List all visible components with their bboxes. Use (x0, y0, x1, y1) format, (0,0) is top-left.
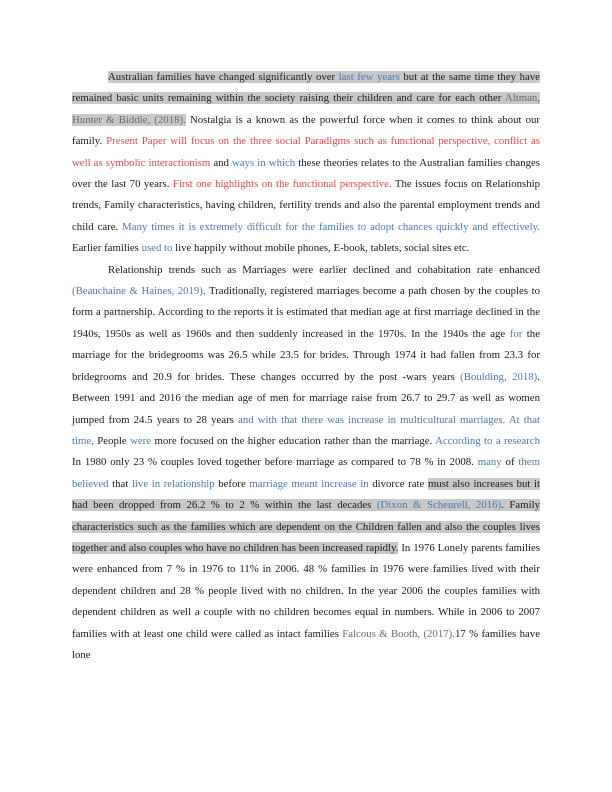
text-segment: must also increases but it had been dropped from 26.2 % to 2 % within the last decades (72, 477, 540, 512)
text-segment: that (108, 477, 132, 490)
text-segment: In 1976 Lonely parents families were enhanced from 7 % in 1976 to 11% in 2006. 48 % families in 1976 were families lived with their dependent children and 28 % people lived with no children. In the year 2006 the couples families with dependent children as well a couple with no children becomes equal in numbers. While in 2006 to 2007 families with at least one child were called as intact families (72, 541, 541, 640)
text-segment: Many times it is extremely difficult for the families to adopt chances quickly and effectively. (122, 220, 540, 233)
text-segment: ways in which (232, 156, 296, 169)
text-segment: 17 % families have lone (72, 627, 540, 661)
text-segment: and (210, 156, 232, 169)
text-segment: live in relationship (131, 477, 215, 490)
text-segment: and with that there was increase in multicultural marriages. At that time, (72, 413, 540, 447)
paragraph-2 (72, 260, 540, 667)
text-segment: of (501, 456, 519, 469)
text-segment: Nostalgia is a known as the powerful force when it comes to think about our family. (72, 113, 541, 148)
text-segment: Present Paper will focus on the three social Paradigms such as functional perspective, conflict as well as symbolic interactionism (72, 135, 540, 169)
text-segment: more focused on the higher education rather than the marriage. (151, 434, 436, 447)
text-segment: (Dixon & Scheurell, 2016) (376, 499, 502, 512)
paragraph-1 (72, 67, 540, 260)
text-segment: used to (141, 242, 173, 255)
text-segment: live happily without mobile phones, E-book, tablets, social sites etc. (172, 242, 470, 255)
text-segment: before (214, 477, 250, 490)
text-segment: Falcous & Booth, (2017). (342, 627, 455, 640)
text-segment: for (509, 327, 523, 340)
text-segment: these theories relates to the Australian families changes over the last 70 years. (72, 156, 540, 191)
text-segment: divorce rate (368, 477, 428, 490)
text-segment: Relationship trends such as Marriages were earlier declined and cohabitation rate enhanced (108, 263, 540, 276)
text-segment: them believed (72, 456, 540, 490)
text-segment: People (93, 434, 131, 447)
text-segment: Altman, Hunter & Biddle, (2018). (72, 92, 540, 126)
text-segment: the marriage for the bridegrooms was 26.5 while 23.5 for brides. Through 1974 it had fallen from 23.3 for bridegrooms and 20.9 for brides. These changes occurred by the post -wars years (72, 327, 540, 383)
text-segment: The issues focus on Relationship trends, Family characteristics, having children, fertility trends and also the parental employment trends and child care. (72, 178, 540, 233)
text-segment: First one highlights on the functional perspective. (172, 178, 392, 191)
text-segment: marriage meant increase in (249, 477, 369, 490)
text-segment: . Family characteristics such as the families which are dependent on the Children fallen and also the couples lives together and also couples who have no children has been increased rapidly. (72, 499, 540, 554)
text-segment: Australian families have changed significantly over (108, 71, 339, 83)
text-segment: but at the same time they have remained basic units remaining within the society raising their children and care for each other (72, 71, 540, 105)
text-segment: . Between 1991 and 2016 the median age of men for marriage raise from 26.7 to 29.7 as well as women jumped from 24.5 years to 28 years (72, 370, 540, 426)
text-segment: (Boulding, 2018) (460, 370, 538, 383)
document-page (72, 67, 540, 666)
text-segment: . Traditionally, registered marriages become a path chosen by the couples to form a partnership. According to the reports it is estimated that median age at first marriage declined in the 1940s, 1950s as well as 1960s and then suddenly increased in the 1970s. In the 1940s the age (72, 285, 540, 340)
text-segment: many (477, 456, 502, 469)
text-segment: were (130, 434, 152, 447)
text-segment: (Beauchaine & Haines, 2019) (72, 285, 203, 298)
text-segment: In 1980 only 23 % couples loved together before marriage as compared to 78 % in 2008. (72, 456, 478, 469)
text-segment: last few years (338, 71, 400, 83)
text-segment: Earlier families (72, 242, 142, 255)
text-segment: According to a research (435, 434, 540, 447)
